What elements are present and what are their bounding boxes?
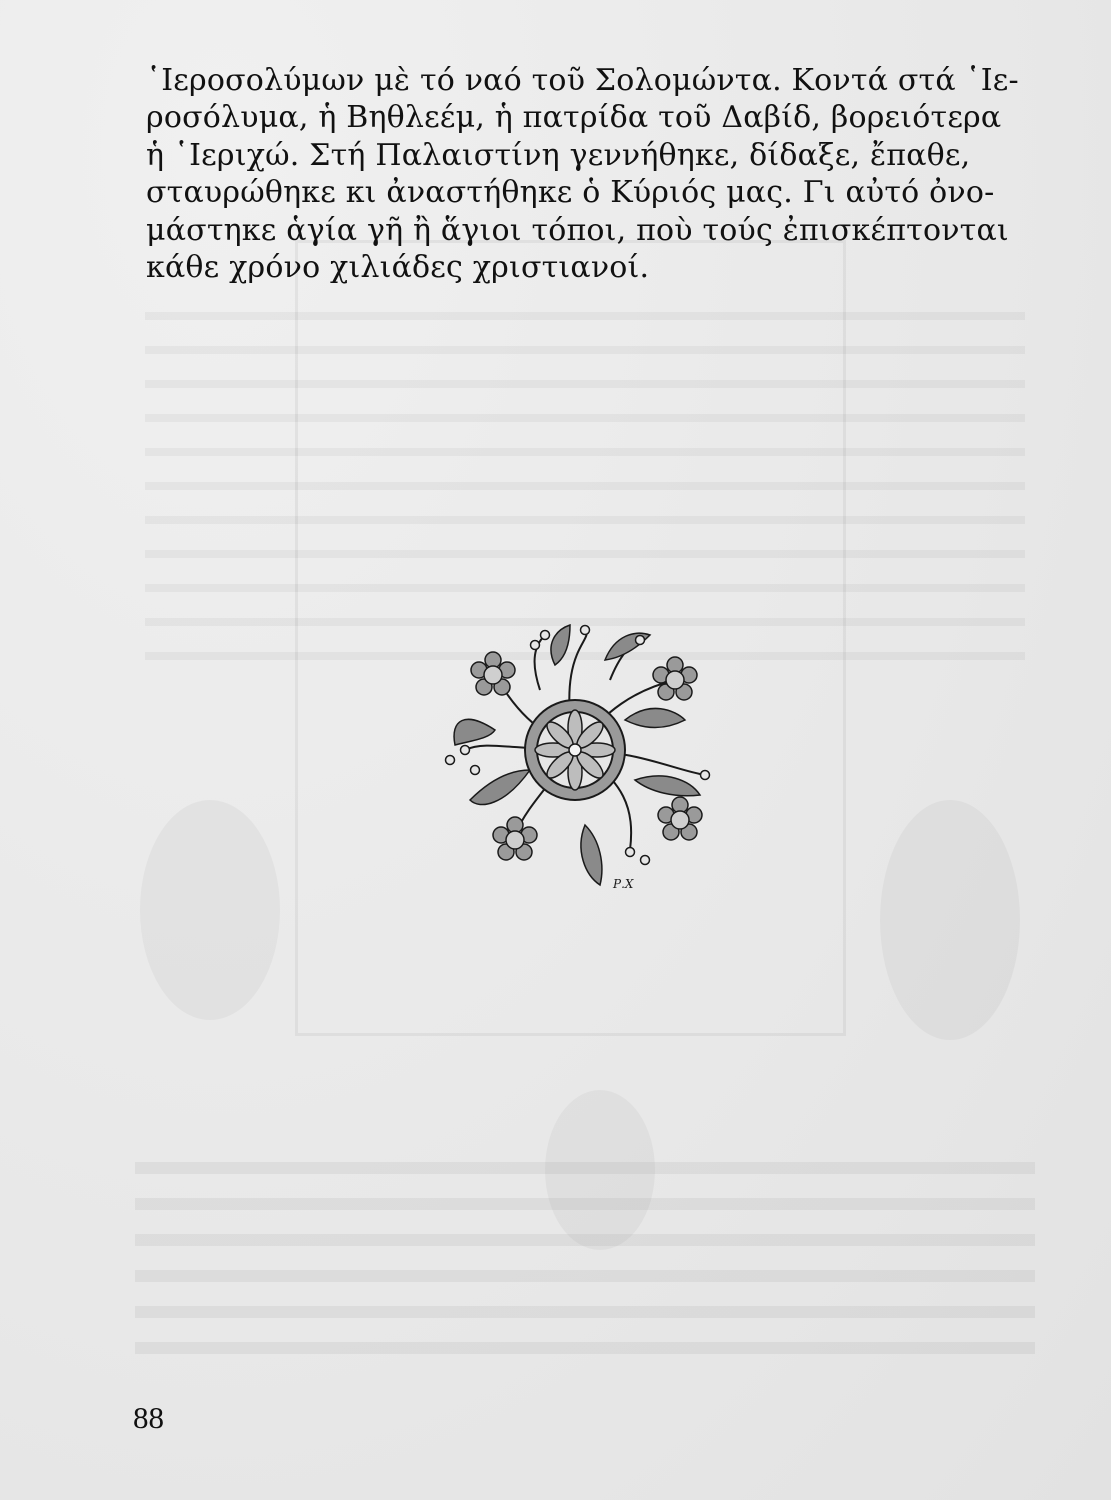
- text-line: ῾Ιεροσολύμων μὲ τό ναό τοῦ Σολομώντα. Κοντά στά ῾Ιε-: [146, 63, 1019, 98]
- blossom: [658, 797, 702, 840]
- text-line: σταυρώθηκε κι ἀναστήθηκε ὁ Κύριός μας. Γι αὐτό ὀνο-: [146, 175, 995, 211]
- bleed-smudge: [545, 1090, 655, 1250]
- body-paragraph: [146, 62, 1026, 286]
- blossom: [493, 817, 537, 860]
- bleed-text-block-upper: [145, 290, 1025, 670]
- text-line: ροσόλυμα, ἡ Βηθλεέμ, ἡ πατρίδα τοῦ Δαβίδ, βορειότερα: [146, 100, 1002, 136]
- text-line: μάστηκε ἁγία γῆ ἢ ἅγιοι τόποι, ποὺ τούς ἐπισκέπτονται: [146, 212, 1009, 248]
- blossom: [653, 657, 697, 700]
- text-line: κάθε χρόνο χιλιάδες χριστιανοί.: [146, 250, 650, 286]
- leaf: [551, 625, 570, 665]
- artist-signature: Ρ.Χ: [613, 877, 634, 891]
- text-line: ἡ ῾Ιεριχώ. Στή Παλαιστίνη γεννήθηκε, δίδαξε, ἔπαθε,: [146, 137, 971, 173]
- bleed-text-block-lower: [135, 1148, 1035, 1368]
- blossom: [471, 652, 515, 695]
- floral-ornament-illustration: [435, 620, 725, 900]
- bleed-smudge: [140, 800, 280, 1020]
- page-number: 88: [133, 1400, 164, 1435]
- leaf: [581, 825, 602, 885]
- leaf: [635, 776, 700, 796]
- leaf: [470, 770, 530, 805]
- leaf: [454, 719, 495, 745]
- central-rosette: [525, 700, 625, 800]
- bleed-smudge: [880, 800, 1020, 1040]
- leaf: [625, 708, 685, 727]
